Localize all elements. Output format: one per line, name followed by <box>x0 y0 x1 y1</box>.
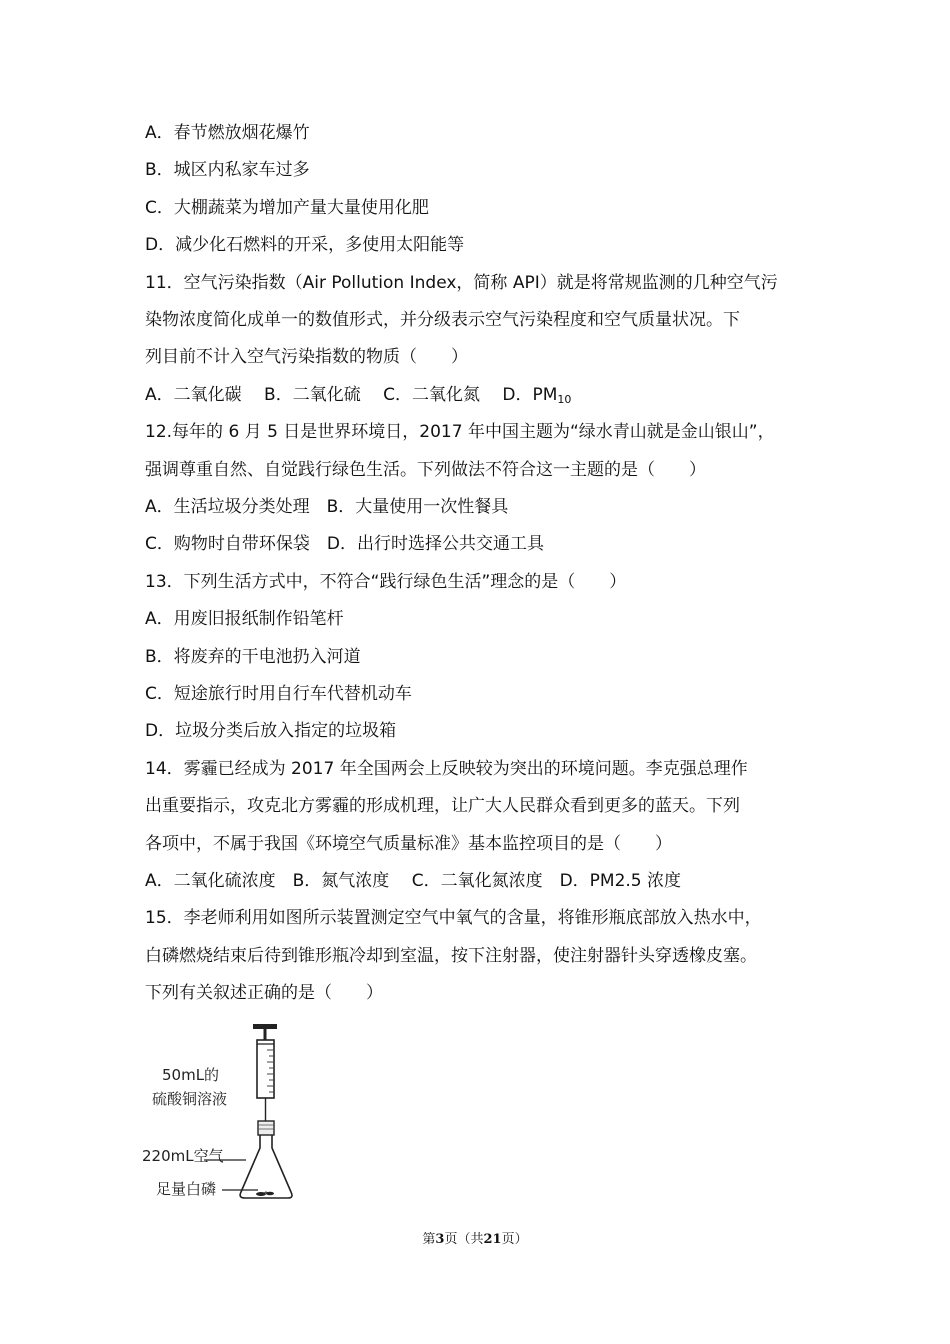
q12-stem-line-1: 12.每年的 6 月 5 日是世界环境日，2017 年中国主题为“绿水青山就是金山银山”， <box>145 422 775 442</box>
footer-suffix: 页） <box>501 1232 528 1247</box>
q13-option-d: D．垃圾分类后放入指定的垃圾箱 <box>145 721 397 741</box>
q12-options-cd: C．购物时自带环保袋 D．出行时选择公共交通工具 <box>145 534 544 554</box>
q12-options-ab: A．生活垃圾分类处理 B．大量使用一次性餐具 <box>145 497 509 517</box>
q11-stem-line-1: 11．空气污染指数（Air Pollution Index，简称 API）就是将常规监测的几种空气污 <box>145 273 778 293</box>
q14-stem-line-3: 各项中，不属于我国《环境空气质量标准》基本监控项目的是（ ） <box>145 834 672 854</box>
footer-total-pages: 21 <box>483 1232 502 1247</box>
q13-option-a: A．用废旧报纸制作铅笔杆 <box>145 609 344 629</box>
footer-prefix: 第 <box>422 1232 436 1247</box>
q10-option-d: D．减少化石燃料的开采，多使用太阳能等 <box>145 235 465 255</box>
q14-stem-line-2: 出重要指示，攻克北方雾霾的形成机理，让广大人民群众看到更多的蓝天。下列 <box>145 796 740 816</box>
q10-option-b: B．城区内私家车过多 <box>145 160 310 180</box>
q11-stem-line-3: 列目前不计入空气污染指数的物质（ ） <box>145 347 468 367</box>
q11-stem-line-2: 染物浓度简化成单一的数值形式，并分级表示空气污染程度和空气质量状况。下 <box>145 310 740 330</box>
q13-option-b: B．将废弃的干电池扔入河道 <box>145 647 361 667</box>
label-air: 220mL空气 <box>142 1147 224 1165</box>
q15-stem-line-3: 下列有关叙述正确的是（ ） <box>145 983 383 1003</box>
q10-option-c: C．大棚蔬菜为增加产量大量使用化肥 <box>145 198 429 218</box>
q13-stem: 13．下列生活方式中，不符合“践行绿色生活”理念的是（ ） <box>145 572 627 592</box>
conical-flask <box>240 1135 292 1198</box>
syringe-plunger-handle <box>253 1024 277 1029</box>
label-solution-line-1: 50mL的 <box>162 1066 220 1084</box>
q15-stem-line-2: 白磷燃烧结束后待到锥形瓶冷却到室温，按下注射器，使注射器针头穿透橡皮塞。 <box>145 946 757 966</box>
footer-middle: 页（共 <box>444 1232 484 1247</box>
label-solution-line-2: 硫酸铜溶液 <box>152 1090 228 1108</box>
label-phosphorus: 足量白磷 <box>156 1180 217 1198</box>
white-phosphorus-mark <box>256 1192 274 1196</box>
q14-stem-line-1: 14．雾霾已经成为 2017 年全国两会上反映较为突出的环境问题。李克强总理作 <box>145 759 748 779</box>
footer-page-number: 3 <box>435 1232 445 1247</box>
q11-options-text: A．二氧化碳 B．二氧化硫 C．二氧化氮 D．PM <box>145 385 558 405</box>
q15-stem-line-1: 15．李老师利用如图所示装置测定空气中氧气的含量，将锥形瓶底部放入热水中， <box>145 908 762 928</box>
q11-options <box>145 383 571 412</box>
q12-stem-line-2: 强调尊重自然、自觉践行绿色生活。下列做法不符合这一主题的是（ ） <box>145 460 706 480</box>
q11-options-subscript: 10 <box>557 393 572 406</box>
q14-options: A．二氧化硫浓度 B．氮气浓度 C．二氧化氮浓度 D．PM2.5 浓度 <box>145 871 682 891</box>
page-footer <box>0 1228 950 1247</box>
apparatus-figure <box>140 1018 315 1208</box>
rubber-stopper <box>258 1121 274 1135</box>
q13-option-c: C．短途旅行时用自行车代替机动车 <box>145 684 412 704</box>
q10-option-a: A．春节燃放烟花爆竹 <box>145 123 310 143</box>
syringe-barrel <box>257 1040 274 1098</box>
